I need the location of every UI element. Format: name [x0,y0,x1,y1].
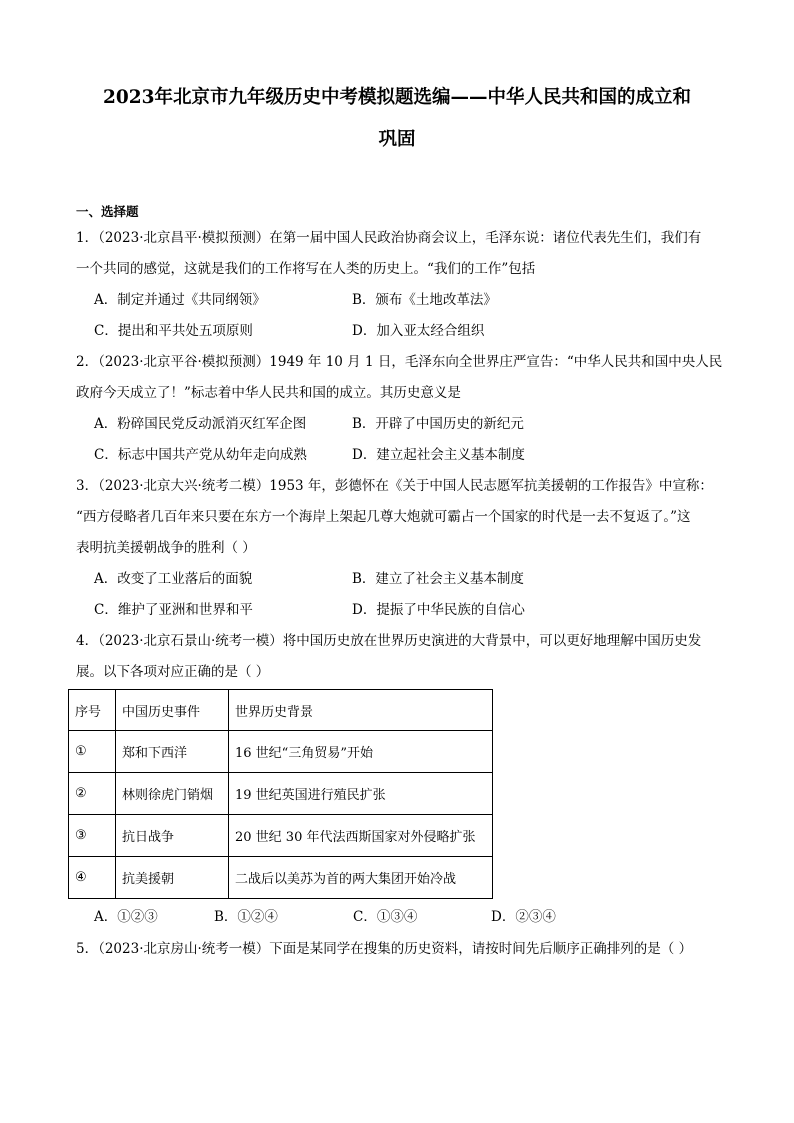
table-row [69,773,493,815]
question-3-option-c: C．维护了亚洲和世界和平 [94,602,253,618]
question-3-option-a: A．改变了工业落后的面貌 [94,571,253,587]
question-2-stem-line1: 2．（2023·北京平谷·模拟预测）1949 年 10 月 1 日，毛泽东向全世界庄严宣告：“中华人民共和国中央人民 [76,354,723,370]
table-cell: ③ [69,815,116,857]
table-cell: 19 世纪英国进行殖民扩张 [229,773,493,815]
table-cell: 抗美援朝 [116,857,229,899]
table-cell: 林则徐虎门销烟 [116,773,229,815]
question-4-stem-line2: 展。以下各项对应正确的是（ ） [76,664,270,680]
table-cell: 二战后以美苏为首的两大集团开始冷战 [229,857,493,899]
table-row [69,857,493,899]
document-title-line1: 2023年北京市九年级历史中考模拟题选编——中华人民共和国的成立和 [103,87,691,108]
question-3-stem-line3: 表明抗美援朝战争的胜利（ ） [76,540,256,556]
section-heading: 一、选择题 [76,204,139,219]
table-header-row [69,690,493,731]
question-1-option-b: B．颁布《土地改革法》 [352,292,497,308]
table-header-cell: 世界历史背景 [229,690,493,731]
question-3-option-b: B．建立了社会主义基本制度 [352,571,524,587]
question-4-option-b: B．①②④ [214,909,278,925]
history-table [68,689,493,899]
question-4-stem-line1: 4．（2023·北京石景山·统考一模）将中国历史放在世界历史演进的大背景中，可以更好地理解中国历史发 [76,633,702,649]
question-1-option-c: C．提出和平共处五项原则 [94,323,253,339]
table-cell: ② [69,773,116,815]
table-cell: 20 世纪 30 年代法西斯国家对外侵略扩张 [229,815,493,857]
question-3-option-d: D．提振了中华民族的自信心 [352,602,525,618]
table-row [69,731,493,773]
table-header-cell: 中国历史事件 [116,690,229,731]
question-2-option-d: D．建立起社会主义基本制度 [352,447,525,463]
table-row [69,815,493,857]
question-1-stem-line2: 一个共同的感觉，这就是我们的工作将写在人类的历史上。“我们的工作”包括 [76,261,536,277]
question-4-option-d: D．②③④ [491,909,556,925]
question-2-option-a: A．粉碎国民党反动派消灭红军企图 [94,416,307,432]
table-cell: 16 世纪“三角贸易”开始 [229,731,493,773]
question-3-stem-line2: “西方侵略者几百年来只要在东方一个海岸上架起几尊大炮就可霸占一个国家的时代是一去不复返了。”这 [76,509,691,525]
question-4-option-a: A．①②③ [94,909,158,925]
question-5-stem-line1: 5．（2023·北京房山·统考一模）下面是某同学在搜集的历史资料，请按时间先后顺序正确排列的是（ ） [76,941,693,957]
question-1-stem-line1: 1．（2023·北京昌平·模拟预测）在第一届中国人民政治协商会议上，毛泽东说：诸位代表先生们，我们有 [76,230,702,246]
table-cell: ④ [69,857,116,899]
question-2-stem-line2: 政府今天成立了！”标志着中华人民共和国的成立。其历史意义是 [76,385,461,401]
table-header-cell: 序号 [69,690,116,731]
question-1-option-d: D．加入亚太经合组织 [352,323,485,339]
question-1-option-a: A．制定并通过《共同纲领》 [94,292,266,308]
question-2-option-c: C．标志中国共产党从幼年走向成熟 [94,447,307,463]
table-cell: 抗日战争 [116,815,229,857]
question-2-option-b: B．开辟了中国历史的新纪元 [352,416,524,432]
document-title-line2: 巩固 [378,129,416,150]
question-3-stem-line1: 3．（2023·北京大兴·统考二模）1953 年，彭德怀在《关于中国人民志愿军抗美援朝的工作报告》中宣称： [76,478,713,494]
table-cell: ① [69,731,116,773]
question-4-option-c: C．①③④ [353,909,418,925]
table-cell: 郑和下西洋 [116,731,229,773]
